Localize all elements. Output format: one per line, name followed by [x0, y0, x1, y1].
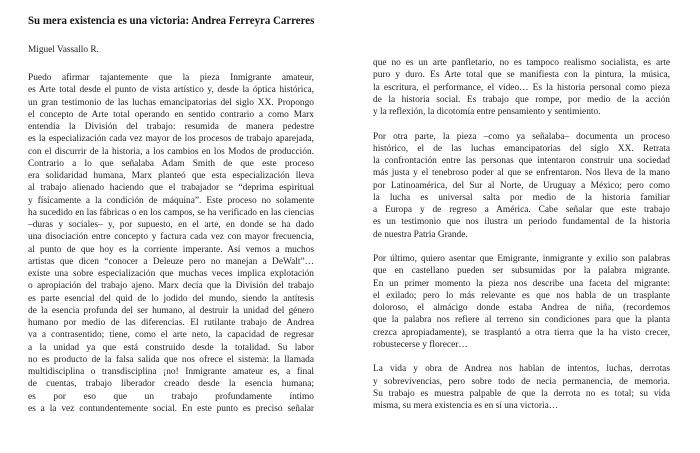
text-line: Por otra parte, la pieza –como ya señalaba– documenta un proceso	[373, 131, 670, 142]
text-line: el exilado; pero lo más relevante es que nos habla de un trasplante	[373, 290, 670, 301]
text-line: un gran testimonio de las luchas emancipatorias del siglo XX. Propongo	[28, 97, 314, 108]
text-line: es un testimonio que nos ilustra un periodo fundamental de la historia	[373, 217, 670, 228]
text-line: que no es un arte panfletario, no es tampoco realismo socialista, es arte	[373, 58, 670, 68]
left-column	[28, 13, 314, 415]
text-line: La vida y obra de Andrea nos hablan de intentos, luchas, derrotas	[373, 364, 670, 375]
text-line: al trabajo alienado haciendo que el trabajador se “deprima espiritual	[28, 183, 314, 194]
text-line: por Latinoamérica, del Sur al Norte, de Uruguay a México; pero como	[373, 180, 670, 191]
text-line: de la historia social. Es trabajo que rompe, por medio de la acción	[373, 94, 670, 105]
text-line: es la especialización cada vez mayor de los procesos de trabajo aparejada,	[28, 134, 314, 145]
text-line: con el discurrir de la historia, a los cambios en los Modos de producción.	[28, 146, 314, 157]
paragraph	[373, 57, 670, 118]
text-line: Puedo afirmar tajantemente que la pieza Inmigrante amateur,	[28, 73, 314, 83]
paragraph	[373, 363, 670, 412]
text-line: y la reflexión, la dicotomía entre pensamiento y sentimiento.	[373, 107, 601, 117]
text-line: misma, su mera existencia es en sí una victoria…	[373, 401, 559, 411]
right-column-text	[373, 57, 670, 412]
text-line: la confrontación entre las personas que intentaron construir una sociedad	[373, 156, 670, 166]
text-line: que la palabra nos refiere al terreno sin condiciones para que la planta	[373, 315, 670, 326]
text-line: de cuentas, trabajo liberador creado desde la esencia humana;	[28, 379, 314, 390]
text-line: En un primer momento la pieza nos describe una faceta del migrante:	[373, 278, 670, 289]
text-line: –duras y sociales– y, por supuesto, en el arte, en donde se ha dado	[28, 220, 314, 230]
text-line: al punto de que hoy es la corriente imperante. Así vemos a muchos	[28, 244, 314, 255]
text-line: Su trabajo es muestra palpable de que la derrota no es total; su vida	[373, 388, 670, 399]
text-line: más justa y el tenebroso poder al que se enfrentaron. Nos lleva de la mano	[373, 168, 670, 179]
text-line: la lucha es universal salta por medio de la historia familiar	[373, 192, 670, 203]
article-title: Su mera existencia es una victoria: Andrea Ferreyra Carreres	[28, 13, 315, 27]
text-line: robustecerse y florecer…	[373, 339, 468, 350]
text-line: de nuestra Patria Grande.	[373, 229, 468, 240]
text-line: crezca apropiadamente), se trasplantó a otra tierra que la ha visto crecer,	[373, 327, 670, 338]
text-line: no es producto de la falsa salida que nos ofrece el sistema: la llamada	[28, 354, 314, 365]
text-line: y sobrevivencias, pero sobre todo de necia permanencia, de memoria.	[373, 376, 670, 387]
text-line: ha sucedido en las fábricas o en los campos, se ha verificado en las ciencias	[28, 207, 314, 218]
text-line: a Europa y de regreso a América. Cabe señalar que este trabajo	[373, 205, 670, 215]
text-line: es Arte total desde el punto de vista artístico y, desde la óptica histórica,	[28, 85, 314, 96]
text-line: es por eso que un trabajo profundamente íntimo	[28, 391, 314, 402]
text-line: existe una sobre especialización que muchas veces implica explotación	[28, 269, 314, 279]
text-line: Por último, quiero asentar que Emigrante, inmigrante y exilio son palabras	[373, 254, 670, 264]
text-line: entendía la División del trabajo: resumida de manera pedestre	[28, 122, 314, 132]
text-line: a la unidad ya que está construido desde la totalidad. Su labor	[28, 342, 314, 353]
text-line: que en castellano pueden ser subsumidas por la palabra migrante.	[373, 266, 670, 277]
text-line: es a la vez contundentemente social. En este punto es preciso señalar	[28, 403, 314, 414]
text-line: y físicamente a la condición de máquina”. Este proceso no solamente	[28, 195, 314, 206]
paragraph	[28, 72, 314, 415]
text-line: va a contrasentido; tiene, como el arte neto, la capacidad de regresar	[28, 330, 314, 341]
right-column	[373, 57, 670, 412]
text-line: el concepto de Arte total operando en sentido contrario a como Marx	[28, 109, 314, 120]
text-line: una disociación entre concepto y factura cada vez con mayor frecuencia,	[28, 232, 314, 243]
text-line: Contrario a lo que señalaba Adam Smith de que este proceso	[28, 158, 314, 169]
text-line: humano por medio de las diferencias. El rutilante trabajo de Andrea	[28, 318, 314, 328]
left-column-text	[28, 72, 314, 415]
text-line: puro y duro. Es Arte total que se manifiesta con la pintura, la música,	[373, 70, 670, 81]
paragraph	[373, 131, 670, 241]
text-line: la escritura, el performance, el video… Es la historia personal como pieza	[373, 82, 670, 93]
text-line: histórico, el de las luchas emancipatorias del siglo XX. Retrata	[373, 143, 670, 154]
text-line: o apropiación del trabajo ajeno. Marx decía que la División del trabajo	[28, 281, 314, 292]
text-line: multidisciplina o transdisciplina ¡no! Inmigrante amateur es, a final	[28, 367, 314, 377]
text-line: doloroso, el almácigo donde estaba Andrea de niña, (recordemos	[373, 303, 670, 313]
article-author: Miguel Vassallo R.	[28, 45, 99, 55]
text-line: de la esencia profunda del ser humano, al destruir la unidad del género	[28, 305, 314, 316]
text-line: era solidaridad humana, Marx planteó que esta especialización lleva	[28, 171, 314, 181]
paragraph	[373, 253, 670, 351]
text-line: artistas que dicen “conocer a Deleuze pero no manejan a DeWalt”…	[28, 256, 314, 267]
text-line: es parte esencial del quid de lo jodido del mundo, siendo la antítesis	[28, 293, 314, 304]
